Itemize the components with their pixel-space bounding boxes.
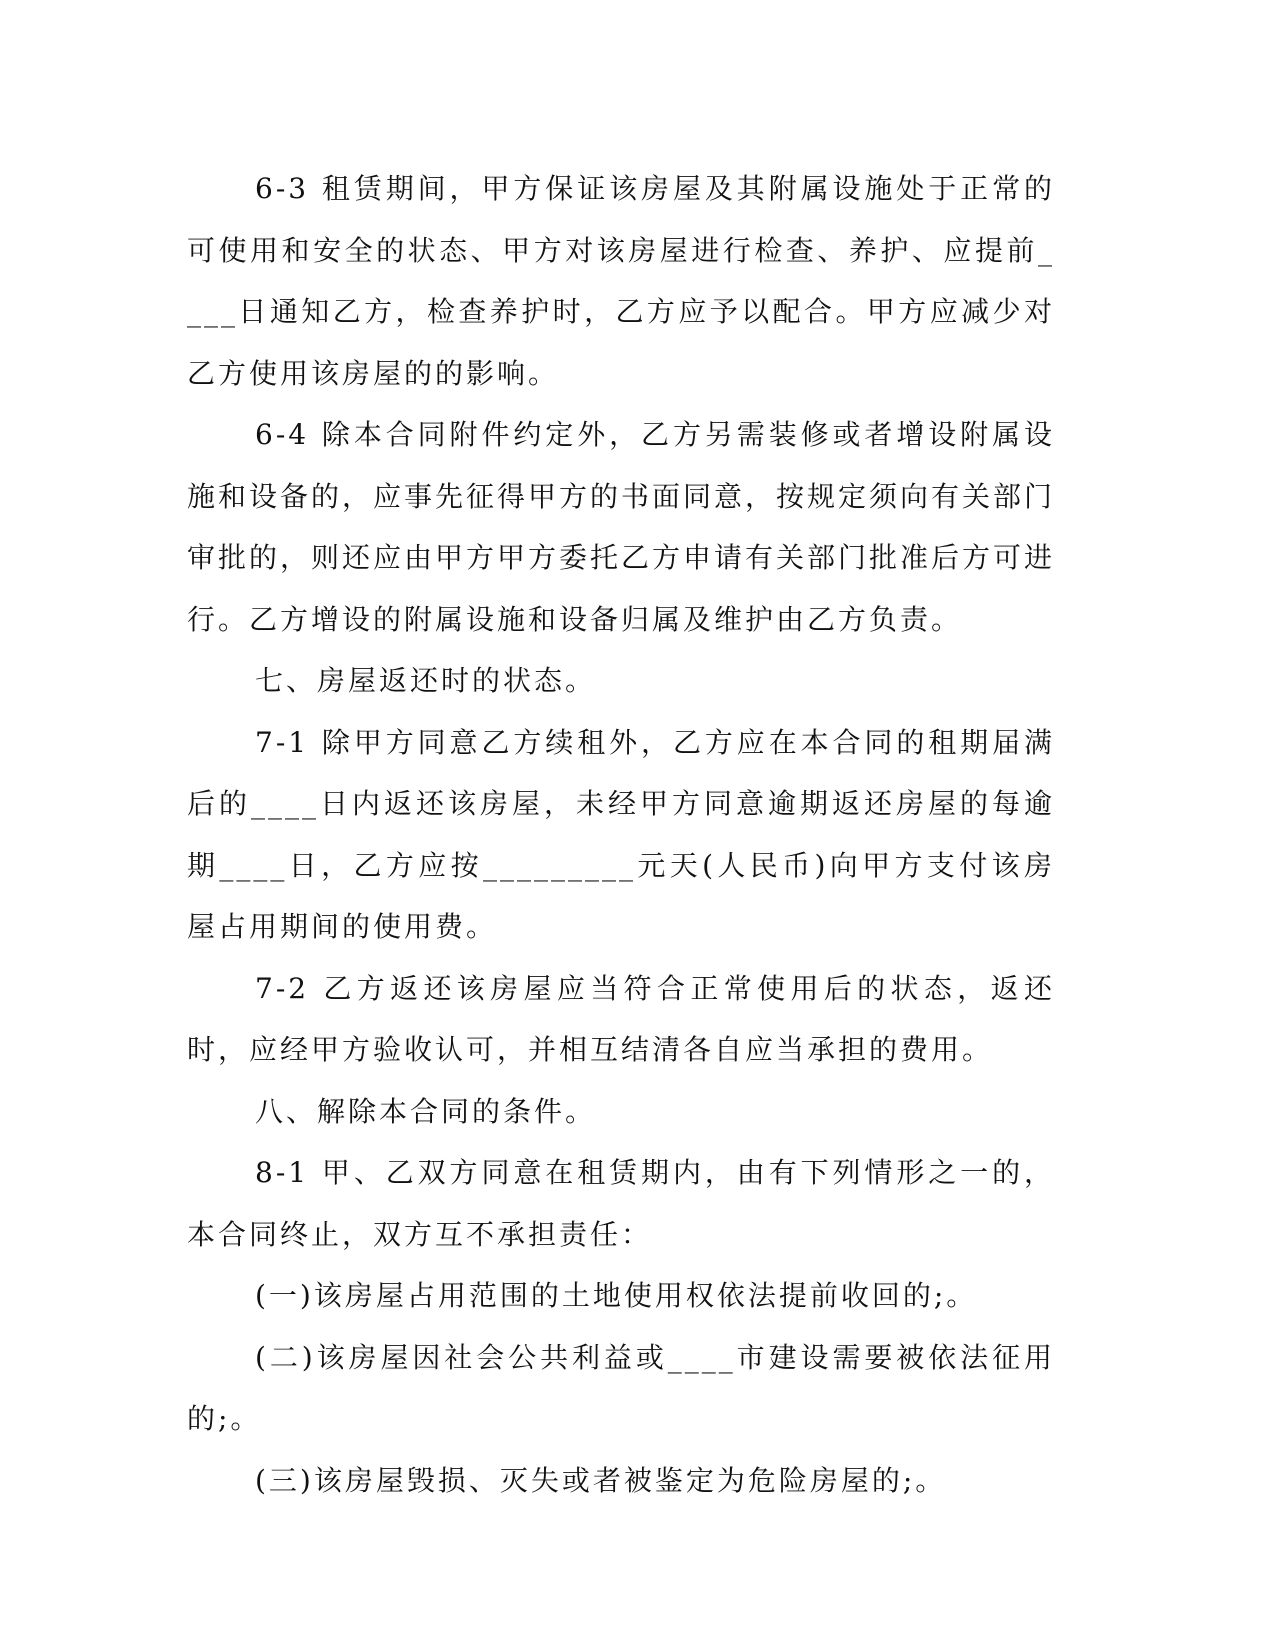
document-body xyxy=(187,158,1055,1511)
clause-8-1-item-2: (二)该房屋因社会公共利益或____市建设需要被依法征用的;。 xyxy=(187,1340,1055,1435)
section-heading-8: 八、解除本合同的条件。 xyxy=(255,1094,597,1128)
clause-7-1: 7-1 除甲方同意乙方续租外，乙方应在本合同的租期届满后的____日内返还该房屋，未经甲方同意逾期返还房屋的每逾期____日，乙方应按_________元天(人民币)向甲方支付该房屋占用期间的使用费。 xyxy=(187,725,1055,943)
clause-6-4: 6-4 除本合同附件约定外，乙方另需装修或者增设附属设施和设备的，应事先征得甲方的书面同意，按规定须向有关部门审批的，则还应由甲方甲方委托乙方申请有关部门批准后方可进行。乙方增设的附属设施和设备归属及维护由乙方负责。 xyxy=(187,418,1056,636)
clause-8-1-item-1: (一)该房屋占用范围的土地使用权依法提前收回的;。 xyxy=(255,1279,978,1312)
clause-6-3: 6-3 租赁期间，甲方保证该房屋及其附属设施处于正常的可使用和安全的状态、甲方对该房屋进行检查、养护、应提前____日通知乙方，检查养护时，乙方应予以配合。甲方应减少对乙方使用该房屋的的影响。 xyxy=(187,172,1055,390)
section-heading-7: 七、房屋返还时的状态。 xyxy=(255,664,597,697)
clause-8-1-item-3: (三)该房屋毁损、灭失或者被鉴定为危险房屋的;。 xyxy=(255,1463,947,1497)
clause-7-2: 7-2 乙方返还该房屋应当符合正常使用后的状态，返还时，应经甲方验收认可，并相互结清各自应当承担的费用。 xyxy=(187,971,1055,1066)
clause-8-1: 8-1 甲、乙双方同意在租赁期内，由有下列情形之一的，本合同终止，双方互不承担责任： xyxy=(187,1156,1055,1251)
